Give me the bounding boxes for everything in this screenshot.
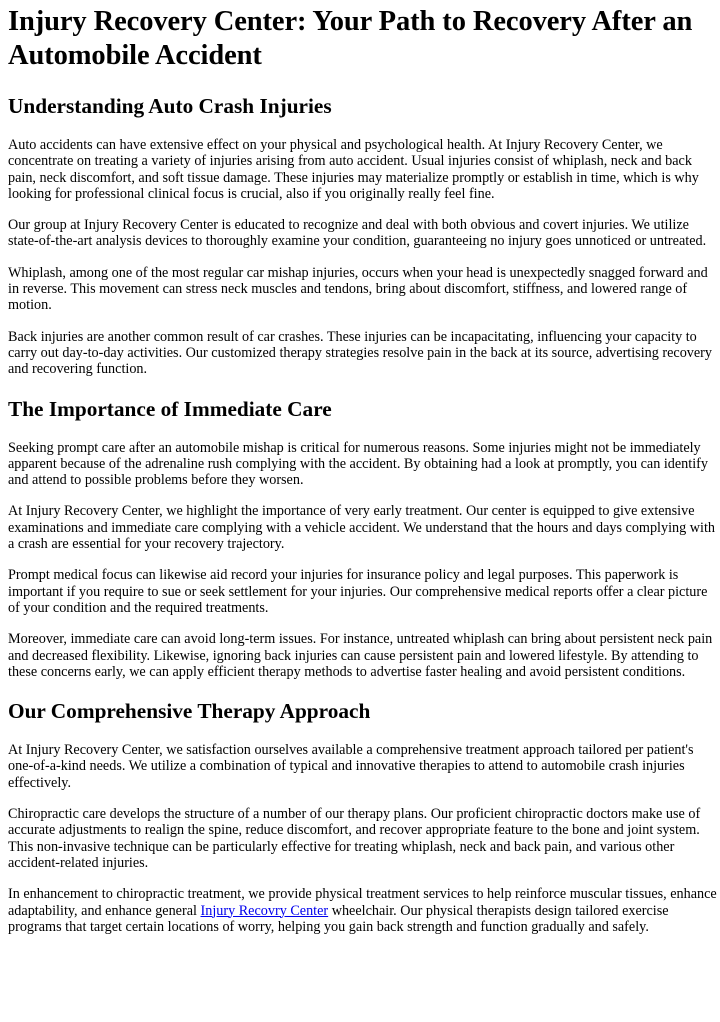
injury-recovery-center-link[interactable]: Injury Recovry Center (200, 902, 329, 919)
paragraph-with-link (8, 886, 718, 935)
article (0, 5, 718, 935)
paragraph: At Injury Recovery Center, we highlight the importance of very early treatment. Our center is equipped to give extensive examinations and immediate care complying with a vehicle accident. We understand that the hours and days complying with a crash are essential for your recovery trajectory. (8, 503, 715, 553)
section-heading: Our Comprehensive Therapy Approach (8, 699, 371, 724)
paragraph: Auto accidents can have extensive effect on your physical and psychological health. At Injury Recovery Center, we concentrate on treating a variety of injuries arising from auto accident. Usual injuries consist of whiplash, neck and back pain, neck discomfort, and soft tissue damage. These injuries may materialize promptly or establish in time, which is why looking for professional clinical focus is crucial, also if you originally really feel fine. (8, 137, 699, 202)
page-title: Injury Recovery Center: Your Path to Recovery After an Automobile Accident (8, 6, 693, 71)
paragraph: Seeking prompt care after an automobile mishap is critical for numerous reasons. Some injuries might not be immediately apparent because of the adrenaline rush complying with the accident. By obtaining had a look at promptly, you can identify and attend to possible problems before they worsen. (8, 439, 708, 489)
paragraph: Prompt medical focus can likewise aid record your injuries for insurance policy and legal purposes. This paperwork is important if you require to sue or seek settlement for your injuries. Our comprehensive medical reports offer a clear picture of your condition and the required treatments. (8, 567, 708, 616)
section-heading: The Importance of Immediate Care (8, 396, 332, 421)
paragraph: Our group at Injury Recovery Center is educated to recognize and deal with both obvious and covert injuries. We utilize state-of-the-art analysis devices to thoroughly examine your condition, guaranteeing no injury goes unnoticed or untreated. (8, 217, 707, 250)
paragraph-text: wheelchair. Our physical therapists design tailored exercise programs that target certain locations of worry, helping you gain back strength and function gradually and safely. (8, 902, 669, 935)
paragraph: Moreover, immediate care can avoid long-term issues. For instance, untreated whiplash can bring about persistent neck pain and decreased flexibility. Likewise, ignoring back injuries can cause persistent pain and lowered lifestyle. By attending to these concerns early, we can apply efficient therapy methods to advertise faster healing and avoid persistent conditions. (8, 631, 713, 680)
paragraph: Whiplash, among one of the most regular car mishap injuries, occurs when your head is unexpectedly snagged forward and in reverse. This movement can stress neck muscles and tendons, bring about discomfort, stiffness, and lowered range of motion. (8, 264, 708, 314)
section-heading: Understanding Auto Crash Injuries (8, 94, 332, 118)
paragraph: Back injuries are another common result of car crashes. These injuries can be incapacitating, influencing your capacity to carry out day-to-day activities. Our customized therapy strategies resolve pain in the back at its source, advertising recovery and recovering function. (8, 328, 712, 378)
paragraph: Chiropractic care develops the structure of a number of our therapy plans. Our proficient chiropractic doctors make use of accurate adjustments to realign the spine, reduce discomfort, and recover appropriate feature to the bone and joint system. This non-invasive technique can be particularly effective for treating whiplash, neck and back pain, and various other accident-related injuries. (8, 806, 701, 871)
paragraph-text: In enhancement to chiropractic treatment, we provide physical treatment services to help reinforce muscular tissues, enhance adaptability, and enhance general (8, 886, 717, 919)
paragraph: At Injury Recovery Center, we satisfaction ourselves available a comprehensive treatment approach tailored per patient's one-of-a-kind needs. We utilize a combination of typical and innovative therapies to attend to automobile crash injuries effectively. (8, 742, 694, 791)
